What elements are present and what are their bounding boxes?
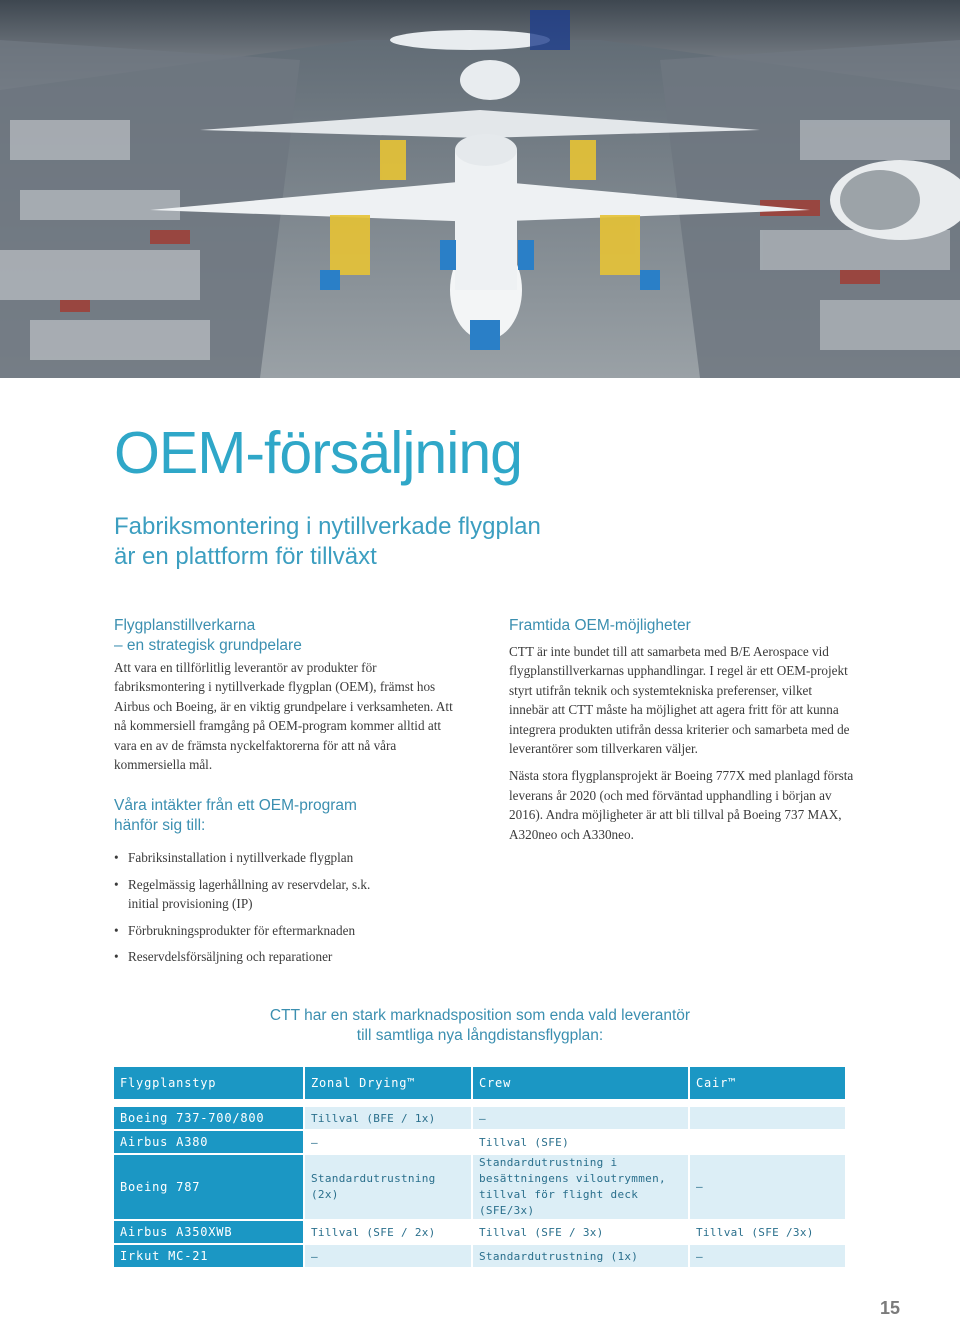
- aircraft-cell: Boeing 737-700/800: [114, 1103, 304, 1130]
- column-header: Zonal Drying™: [304, 1067, 472, 1103]
- table-cell: –: [689, 1154, 845, 1220]
- subtitle-line: Fabriksmontering i nytillverkade flygplan: [114, 513, 541, 540]
- section-heading-revenue: [114, 796, 459, 836]
- table-cell: Standardutrustning (2x): [304, 1154, 472, 1220]
- table-cell: Tillval (SFE /3x): [689, 1220, 845, 1244]
- table-cell: Tillval (BFE / 1x): [304, 1103, 472, 1130]
- column-header: Flygplanstyp: [114, 1067, 304, 1103]
- section-heading-manufacturers: [114, 616, 459, 656]
- subtitle-line: är en plattform för tillväxt: [114, 543, 377, 570]
- heading-line: Flygplanstillverkarna: [114, 617, 256, 634]
- table-cell: [689, 1103, 845, 1130]
- page-subtitle: [114, 512, 814, 572]
- table-cell: Tillval (SFE / 3x): [472, 1220, 689, 1244]
- aircraft-cell: Irkut MC-21: [114, 1244, 304, 1268]
- list-item: • Reservdelsförsäljning och reparationer: [114, 947, 459, 966]
- market-position-callout: [140, 1006, 820, 1046]
- heading-line: hänför sig till:: [114, 817, 206, 835]
- revenue-list: [114, 848, 459, 966]
- table-cell: Tillval (SFE): [472, 1130, 689, 1154]
- aircraft-cell: Boeing 787: [114, 1154, 304, 1220]
- heading-line: – en strategisk grundpelare: [114, 637, 302, 654]
- section-heading-future: Framtida OEM-möjligheter: [509, 617, 691, 634]
- paragraph: CTT är inte bundet till att samarbeta med B/E Aerospace vid flygplanstillverkarnas upphandlingar. I regel är ett OEM-projekt styrt utifrån teknik och systemtekniska preferenser, vilket innebär att CTT måste ha möjlighet att agera fritt för att kunna integrera produkten utifrån dessa kriterier och samarbeta med de leverantörer som tillverkaren väljer.: [509, 644, 850, 757]
- list-item: • Förbrukningsprodukter för eftermarknaden: [114, 921, 459, 940]
- callout-line: CTT har en stark marknadsposition som enda vald leverantör: [269, 1007, 691, 1024]
- table-cell: –: [689, 1244, 845, 1268]
- column-header: Cair™: [689, 1067, 845, 1103]
- table-row: [114, 1103, 845, 1130]
- column-header: Crew: [472, 1067, 689, 1103]
- table-cell: Tillval (SFE / 2x): [304, 1220, 472, 1244]
- table-row: [114, 1220, 845, 1244]
- table-cell: [689, 1130, 845, 1154]
- heading-line: Våra intäkter från ett OEM-program: [114, 797, 357, 815]
- intro-paragraph: Att vara en tillförlitlig leverantör av produkter för fabriksmontering i nytillverkade flygplan (OEM), främst hos Airbus och Boeing, är en viktig grundpelare i verksamheten. Att nå kommersiell framgång på OEM-program kommer alltid att vara en av de främsta nyckelfaktorerna för att nå våra kommersiella mål.: [114, 660, 453, 773]
- aircraft-cell: Airbus A380: [114, 1130, 304, 1154]
- aircraft-cell: Airbus A350XWB: [114, 1220, 304, 1244]
- table-cell: Standardutrustning (1x): [472, 1244, 689, 1268]
- table-cell: –: [472, 1103, 689, 1130]
- table-cell: –: [304, 1244, 472, 1268]
- callout-line: till samtliga nya långdistansflygplan:: [356, 1027, 604, 1044]
- left-column: [114, 616, 459, 973]
- table-header-row: [114, 1067, 845, 1103]
- paragraph: Nästa stora flygplansprojekt är Boeing 777X med planlagd första leverans år 2020 (och med förväntad upphandling i början av 2016). Andra möjligheter är att bli tillval på Boeing 737 MAX, A320neo och A330neo.: [509, 768, 854, 842]
- table-row: [114, 1154, 845, 1220]
- table-row: [114, 1130, 845, 1154]
- page-title: OEM-försäljning: [114, 420, 522, 486]
- list-item: • Fabriksinstallation i nytillverkade flygplan: [114, 848, 459, 867]
- hero-photo: [0, 0, 960, 378]
- aircraft-product-table: [114, 1067, 845, 1269]
- table-cell: –: [304, 1130, 472, 1154]
- list-item: • Regelmässig lagerhållning av reservdelar, s.k. initial provisioning (IP): [114, 875, 388, 914]
- right-column: [509, 616, 854, 852]
- table-cell: Standardutrustning i besättningens viloutrymmen, tillval för flight deck (SFE/3x): [472, 1154, 689, 1220]
- table-row: [114, 1244, 845, 1268]
- page-number: 15: [880, 1298, 901, 1318]
